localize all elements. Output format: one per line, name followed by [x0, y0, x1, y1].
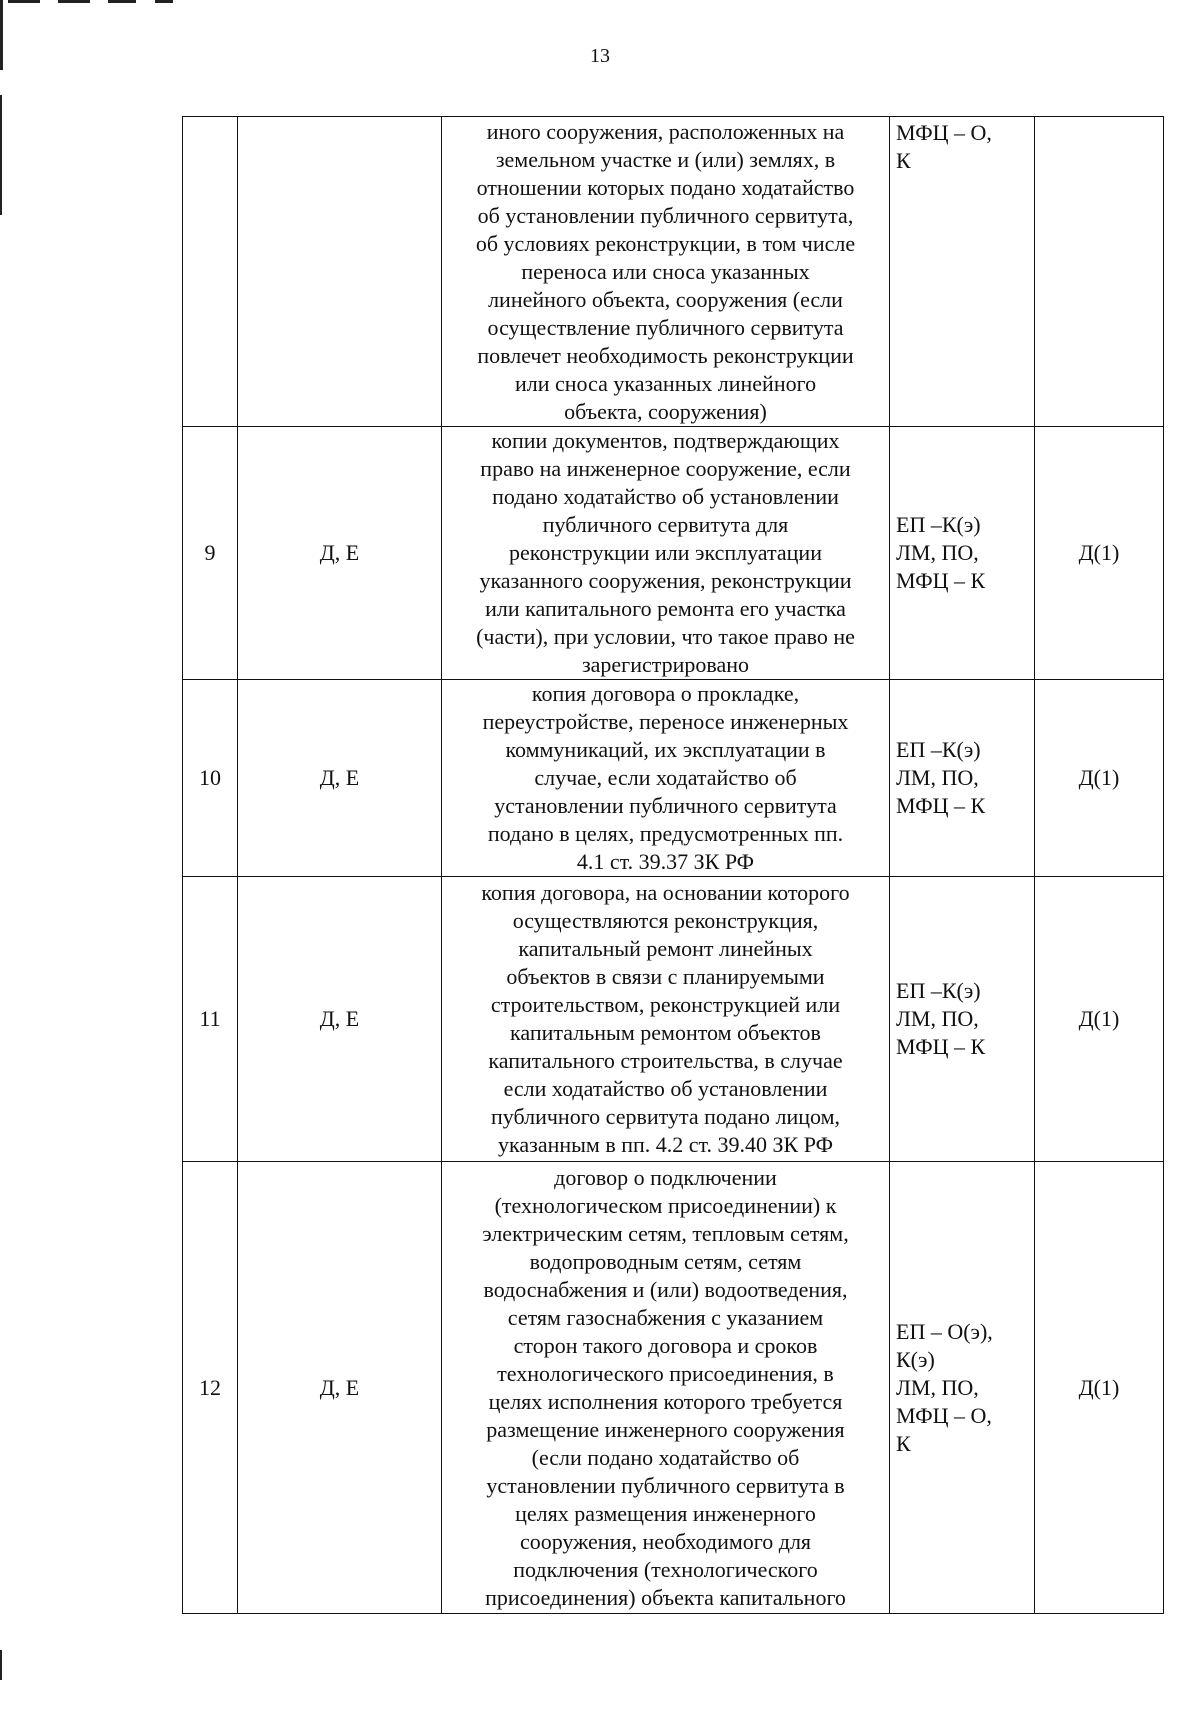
requirement-flag-cell: Д(1) — [1035, 877, 1164, 1162]
description-line: отношении которых подано ходатайство — [476, 174, 855, 200]
submission-way-line: МФЦ – К — [896, 1034, 986, 1059]
description-line: подано в целях, предусмотренных пп. — [487, 821, 844, 846]
table-row — [183, 427, 1164, 680]
requirement-flag-cell: Д(1) — [1035, 1162, 1164, 1614]
scan-edge-mark-top-2 — [58, 0, 90, 3]
description-line: (технологическом присоединении) к — [494, 1192, 837, 1218]
description-line: присоединения) объекта капитального — [485, 1584, 846, 1610]
submission-ways-cell — [890, 877, 1035, 1162]
description-line: установлении публичного сервитута — [494, 793, 837, 818]
submission-way-line: МФЦ – О, — [896, 1402, 992, 1428]
document-code-cell: Д, Е — [238, 427, 442, 680]
description-line: (части), при условии, что такое право не — [476, 624, 855, 649]
document-code-cell: Д, Е — [238, 680, 442, 877]
description-line: переноса или сноса указанных — [521, 258, 810, 284]
requirement-flag-cell — [1035, 117, 1164, 427]
description-line: капитальный ремонт линейных — [518, 936, 813, 961]
description-line: технологического присоединения, в — [497, 1360, 834, 1386]
description-line: (если подано ходатайство об — [531, 1444, 800, 1470]
scan-edge-mark-left-2 — [0, 95, 2, 215]
table-row — [183, 117, 1164, 427]
table-row — [183, 1162, 1164, 1614]
scan-edge-mark-top-3 — [108, 0, 136, 3]
description-line: или капитального ремонта его участка — [485, 596, 846, 621]
submission-way-line: ЕП –К(э) — [896, 978, 981, 1003]
description-line: осуществление публичного сервитута — [487, 314, 844, 340]
description-line: электрическим сетям, тепловым сетям, — [482, 1220, 849, 1246]
scan-edge-mark-left-3 — [0, 1650, 2, 1680]
document-description-cell — [442, 1162, 890, 1614]
requirement-flag-cell: Д(1) — [1035, 680, 1164, 877]
submission-ways-cell — [890, 427, 1035, 680]
row-number-cell: 9 — [183, 427, 238, 680]
description-line: копия договора о прокладке, — [531, 681, 800, 706]
description-line: переустройстве, переносе инженерных — [482, 709, 849, 734]
description-line: или сноса указанных линейного — [514, 370, 817, 396]
row-number-cell: 12 — [183, 1162, 238, 1614]
description-line: копии документов, подтверждающих — [491, 428, 840, 453]
documents-table — [182, 116, 1164, 1614]
description-line: публичного сервитута для — [542, 512, 789, 537]
description-line: об установлении публичного сервитута, — [477, 202, 854, 228]
description-line: сторон такого договора и сроков — [513, 1332, 818, 1358]
description-line: договор о подключении — [554, 1164, 777, 1190]
table-row — [183, 680, 1164, 877]
document-code-cell — [238, 117, 442, 427]
description-line: сетям газоснабжения с указанием — [507, 1304, 824, 1330]
submission-way-line: ЛМ, ПО, — [896, 1006, 979, 1031]
submission-way-line: ЕП – О(э), — [896, 1318, 993, 1344]
submission-way-line: К(э) — [896, 1346, 935, 1372]
submission-ways-cell — [890, 680, 1035, 877]
row-number-cell: 11 — [183, 877, 238, 1162]
row-number-cell — [183, 117, 238, 427]
row-number-cell: 10 — [183, 680, 238, 877]
description-line: линейного объекта, сооружения (если — [488, 286, 843, 312]
submission-way-line: ЛМ, ПО, — [896, 765, 979, 790]
submission-way-line: К — [896, 1430, 911, 1456]
description-line: сооружения, необходимого для — [519, 1528, 812, 1554]
document-description-cell — [442, 427, 890, 680]
description-line: осуществляются реконструкция, — [512, 908, 819, 933]
description-line: водоснабжения и (или) водоотведения, — [483, 1276, 848, 1302]
description-line: реконструкции или эксплуатации — [509, 540, 822, 565]
description-line: строительством, реконструкцией или — [490, 992, 841, 1017]
scan-edge-mark-top-1 — [8, 0, 40, 3]
submission-way-line: МФЦ – К — [896, 793, 986, 818]
description-line: зарегистрировано — [581, 652, 750, 677]
submission-ways-cell — [890, 117, 1035, 427]
description-line: капитального строительства, в случае — [488, 1048, 843, 1073]
document-code-cell: Д, Е — [238, 877, 442, 1162]
description-line: объекта, сооружения) — [564, 398, 767, 424]
description-line: установлении публичного сервитута в — [486, 1472, 845, 1498]
description-line: подано ходатайство об установлении — [492, 484, 839, 509]
description-line: целях размещения инженерного — [515, 1500, 816, 1526]
requirement-flag-cell: Д(1) — [1035, 427, 1164, 680]
submission-ways-cell — [890, 1162, 1035, 1614]
description-line: случае, если ходатайство об — [534, 765, 797, 790]
description-line: размещение инженерного сооружения — [486, 1416, 845, 1442]
submission-way-line: ЕП –К(э) — [896, 512, 981, 537]
description-line: право на инженерное сооружение, если — [480, 456, 851, 481]
document-code-cell: Д, Е — [238, 1162, 442, 1614]
description-line: указанным в пп. 4.2 ст. 39.40 ЗК РФ — [498, 1132, 833, 1157]
document-description-cell — [442, 117, 890, 427]
submission-way-line: ЛМ, ПО, — [896, 1374, 979, 1400]
description-line: копия договора, на основании которого — [481, 880, 850, 905]
description-line: целях исполнения которого требуется — [488, 1388, 843, 1414]
description-line: публичного сервитута подано лицом, — [490, 1104, 841, 1129]
description-line: капитальным ремонтом объектов — [510, 1020, 821, 1045]
description-line: водопроводным сетям, сетям — [529, 1248, 802, 1274]
page-number: 13 — [590, 45, 610, 67]
scan-edge-mark-top-4 — [155, 0, 173, 3]
description-line: если ходатайство об установлении — [503, 1076, 828, 1101]
submission-way-line: МФЦ – О, — [896, 120, 992, 145]
description-line: указанного сооружения, реконструкции — [479, 568, 852, 593]
description-line: коммуникаций, их эксплуатации в — [505, 737, 826, 762]
submission-way-line: ЛМ, ПО, — [896, 540, 979, 565]
table-row — [183, 877, 1164, 1162]
description-line: подключения (технологического — [513, 1556, 818, 1582]
submission-way-line: МФЦ – К — [896, 568, 986, 593]
description-line: 4.1 ст. 39.37 ЗК РФ — [576, 849, 755, 874]
description-line: земельном участке и (или) землях, в — [495, 146, 836, 172]
description-line: иного сооружения, расположенных на — [486, 118, 845, 144]
description-line: объектов в связи с планируемыми — [506, 964, 825, 989]
description-line: об условиях реконструкции, в том числе — [475, 230, 856, 256]
document-description-cell — [442, 680, 890, 877]
description-line: повлечет необходимость реконструкции — [477, 342, 854, 368]
document-description-cell — [442, 877, 890, 1162]
submission-way-line: К — [896, 148, 911, 173]
submission-way-line: ЕП –К(э) — [896, 737, 981, 762]
